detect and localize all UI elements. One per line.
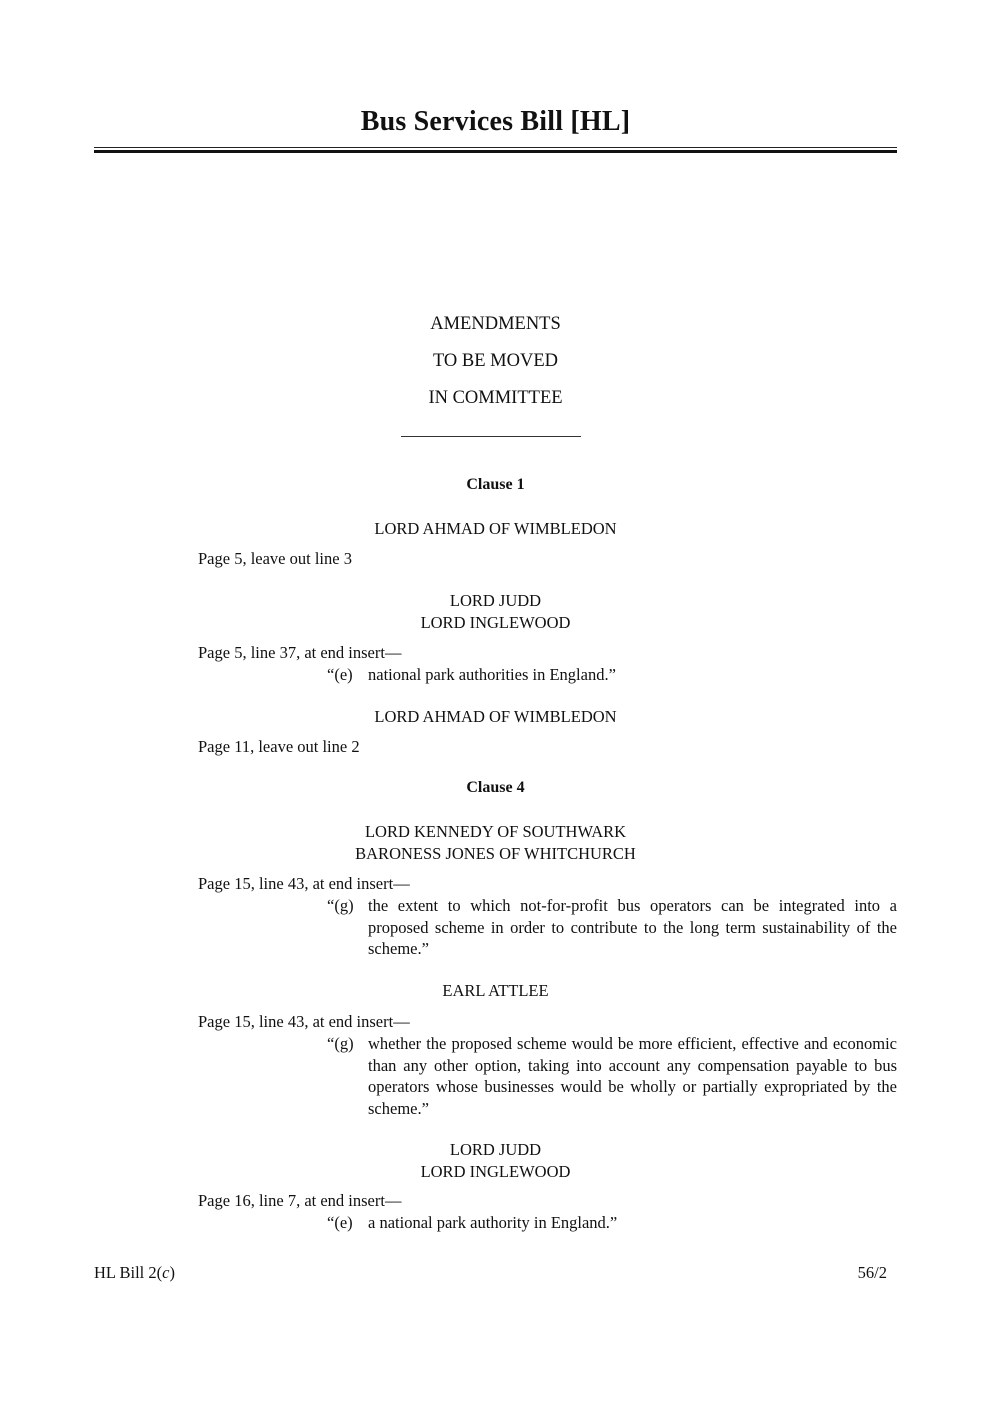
- section-divider: [401, 436, 581, 437]
- heading-line: IN COMMITTEE: [428, 388, 563, 408]
- amendment-sponsors: [0, 590, 991, 634]
- title-rule-thick: [94, 150, 897, 153]
- heading-line: TO BE MOVED: [432, 351, 559, 371]
- paragraph-label: “(g): [327, 896, 354, 915]
- sponsor-name: LORD KENNEDY OF SOUTHWARK: [364, 822, 627, 841]
- inserted-text: [327, 1033, 897, 1121]
- amendment-instruction: Page 16, line 7, at end insert—: [198, 1191, 402, 1210]
- sponsor-name: EARL ATTLEE: [442, 981, 549, 1000]
- heading-line: AMENDMENTS: [430, 314, 561, 334]
- paragraph-body: national park authorities in England.”: [368, 665, 616, 684]
- amendment-sponsors: [0, 1139, 991, 1183]
- amendment-instruction: Page 5, line 37, at end insert—: [198, 643, 402, 662]
- page-reference: 56/2: [857, 1263, 887, 1282]
- paragraph-body: a national park authority in England.”: [368, 1213, 618, 1232]
- bill-ref-prefix: HL Bill 2(: [94, 1263, 163, 1282]
- amendments-heading: [0, 306, 991, 417]
- inserted-text: [327, 664, 897, 686]
- sponsor-name: BARONESS JONES OF WHITCHURCH: [355, 844, 636, 863]
- amendment-sponsors: [0, 706, 991, 728]
- title-rule-thin: [94, 147, 897, 148]
- paragraph-label: “(g): [327, 1034, 354, 1053]
- sponsor-name: LORD INGLEWOOD: [420, 1162, 571, 1181]
- amendment-instruction: Page 11, leave out line 2: [198, 737, 360, 756]
- sponsor-name: LORD AHMAD OF WIMBLEDON: [374, 707, 617, 726]
- sponsor-name: LORD JUDD: [449, 591, 542, 610]
- paragraph-label: “(e): [327, 1213, 353, 1232]
- sponsor-name: LORD JUDD: [449, 1140, 542, 1159]
- bill-ref-italic: c: [162, 1263, 170, 1282]
- amendment-instruction: Page 5, leave out line 3: [198, 549, 352, 568]
- bill-reference: [94, 1263, 175, 1283]
- paragraph-label: “(e): [327, 665, 353, 684]
- clause-heading: Clause 4: [466, 779, 525, 796]
- amendment-instruction: Page 15, line 43, at end insert—: [198, 1012, 410, 1031]
- bill-ref-suffix: ): [169, 1263, 175, 1282]
- amendment-sponsors: [0, 518, 991, 540]
- document-title: Bus Services Bill [HL]: [360, 106, 631, 137]
- paragraph-body: whether the proposed scheme would be more efficient, effective and economic than any other option, taking into account any compensation payable to bus operators whose businesses would be wholly or partially expropriated by the scheme.”: [368, 1034, 897, 1118]
- amendment-instruction: Page 15, line 43, at end insert—: [198, 874, 410, 893]
- sponsor-name: LORD INGLEWOOD: [420, 613, 571, 632]
- clause-heading: Clause 1: [466, 476, 525, 493]
- inserted-text: [327, 1212, 897, 1234]
- paragraph-body: the extent to which not-for-profit bus operators can be integrated into a proposed scheme in order to contribute to the long term sustainability of the scheme.”: [368, 896, 897, 958]
- inserted-text: [327, 895, 897, 961]
- amendment-sponsors: [0, 980, 991, 1002]
- sponsor-name: LORD AHMAD OF WIMBLEDON: [374, 519, 617, 538]
- amendment-sponsors: [0, 821, 991, 865]
